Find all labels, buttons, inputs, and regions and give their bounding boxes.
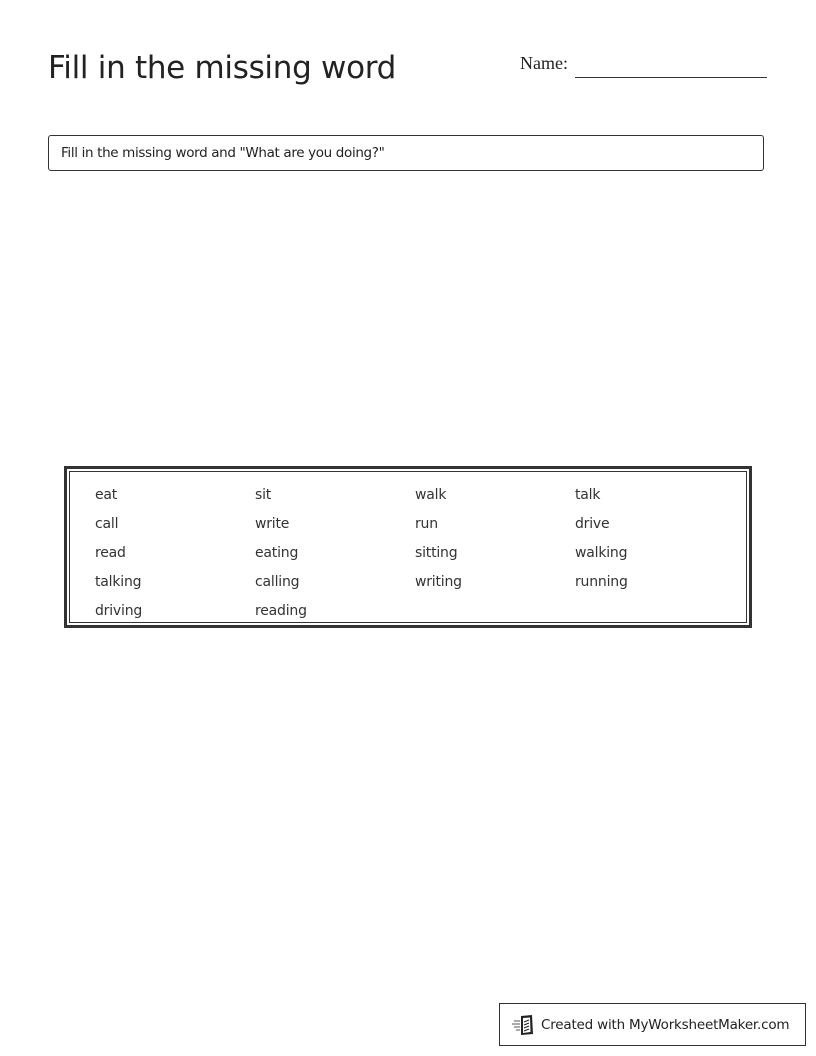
word-bank-item: run: [415, 516, 438, 532]
word-bank-inner-border: [69, 471, 747, 623]
instruction-box: [48, 135, 764, 171]
word-bank-item: read: [95, 545, 126, 561]
word-bank-item: calling: [255, 574, 300, 590]
word-bank-item: write: [255, 516, 290, 532]
page-title: Fill in the missing word: [48, 50, 397, 86]
word-bank-item: call: [95, 516, 119, 532]
word-bank-item: sit: [255, 487, 272, 503]
name-label: Name:: [520, 53, 568, 73]
word-bank-item: eat: [95, 487, 118, 503]
word-bank-item: driving: [95, 603, 143, 619]
word-grid: [95, 481, 735, 626]
word-bank: [64, 466, 752, 628]
word-bank-item: writing: [415, 574, 462, 590]
name-blank-line[interactable]: [575, 77, 767, 78]
name-field: [520, 52, 767, 74]
word-bank-item: reading: [255, 603, 307, 619]
word-bank-item: eating: [255, 545, 299, 561]
word-bank-item: walk: [415, 487, 447, 503]
worksheet-maker-logo-icon: [512, 1014, 536, 1036]
word-bank-item: talk: [575, 487, 601, 503]
word-bank-item: drive: [575, 516, 610, 532]
footer-text: Created with MyWorksheetMaker.com: [541, 1016, 790, 1033]
word-bank-item: walking: [575, 545, 628, 561]
word-bank-item: talking: [95, 574, 142, 590]
word-bank-item: sitting: [415, 545, 458, 561]
footer-badge[interactable]: [499, 1003, 806, 1046]
word-bank-item: running: [575, 574, 628, 590]
instruction-text: Fill in the missing word and "What are you doing?": [61, 145, 385, 161]
